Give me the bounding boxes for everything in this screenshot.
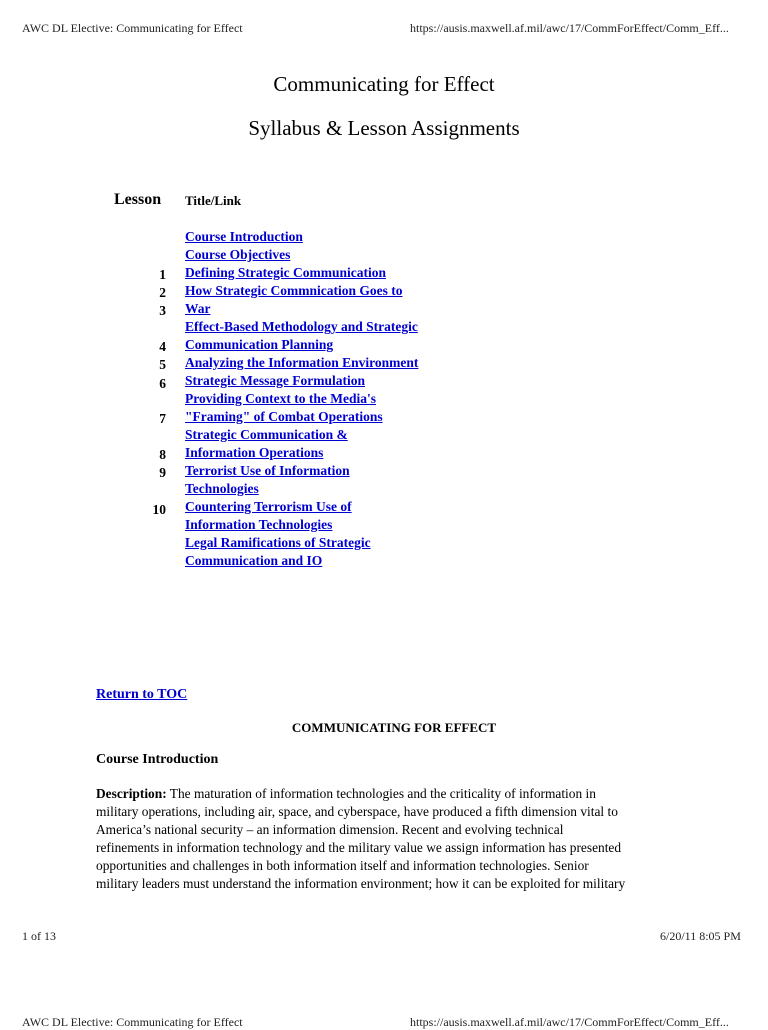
link-course-objectives[interactable]: Course Objectives [185, 247, 291, 262]
description-line: refinements in information technology and the military value we assign information has presented [96, 840, 622, 855]
link-lesson-2-cont[interactable]: War [185, 301, 211, 316]
link-lesson-9-cont[interactable]: Information Technologies [185, 517, 333, 532]
print-datetime: 6/20/11 8:05 PM [660, 929, 741, 943]
description-text: The maturation of information technologies and the criticality of information in [166, 786, 596, 801]
lesson-number: 3 [159, 303, 166, 318]
print-header-url: https://ausis.maxwell.af.mil/awc/17/CommForEffect/Comm_Eff... [410, 21, 729, 35]
link-lesson-2[interactable]: How Strategic Commnication Goes to [185, 283, 403, 298]
link-lesson-7-cont[interactable]: Information Operations [185, 445, 324, 460]
link-lesson-4[interactable]: Analyzing the Information Environment [185, 355, 419, 370]
description-line [96, 785, 708, 803]
link-lesson-9[interactable]: Countering Terrorism Use of [185, 499, 352, 514]
link-lesson-10-cont[interactable]: Communication and IO [185, 553, 323, 568]
lesson-number: 1 [159, 267, 166, 282]
link-lesson-8-cont[interactable]: Technologies [185, 481, 259, 496]
lesson-number: 2 [159, 285, 166, 300]
lesson-number: 6 [159, 376, 166, 391]
section-subtitle: Course Introduction [96, 752, 219, 767]
print-header-title: AWC DL Elective: Communicating for Effect [22, 21, 243, 35]
next-page-header-url: https://ausis.maxwell.af.mil/awc/17/CommForEffect/Comm_Eff... [410, 1015, 729, 1029]
page-title: Communicating for Effect [273, 72, 495, 96]
link-lesson-3[interactable]: Effect-Based Methodology and Strategic [185, 319, 418, 334]
lesson-number: 7 [159, 411, 166, 426]
title-column-header: Title/Link [185, 193, 242, 208]
page-count: 1 of 13 [22, 929, 56, 943]
link-lesson-5[interactable]: Strategic Message Formulation [185, 373, 365, 388]
next-page-header-title: AWC DL Elective: Communicating for Effect [22, 1015, 243, 1029]
description-line: opportunities and challenges in both information itself and information technologies. Senior [96, 858, 589, 873]
link-lesson-7[interactable]: Strategic Communication & [185, 427, 348, 442]
link-lesson-6-cont[interactable]: "Framing" of Combat Operations [185, 409, 383, 424]
section-title: COMMUNICATING FOR EFFECT [291, 720, 497, 735]
description-line: America’s national security – an information dimension. Recent and evolving technical [96, 822, 564, 837]
lesson-number: 8 [159, 447, 166, 462]
return-to-toc-link[interactable]: Return to TOC [96, 687, 188, 702]
description-paragraph [96, 785, 708, 893]
link-lesson-8[interactable]: Terrorist Use of Information [185, 463, 350, 478]
page-subtitle: Syllabus & Lesson Assignments [248, 116, 520, 140]
link-lesson-3-cont[interactable]: Communication Planning [185, 337, 334, 352]
lesson-column-header: Lesson [114, 191, 162, 208]
lesson-number: 5 [159, 357, 166, 372]
description-label: Description: [96, 786, 167, 801]
link-course-introduction[interactable]: Course Introduction [185, 229, 303, 244]
lesson-number: 4 [159, 339, 166, 354]
link-lesson-1[interactable]: Defining Strategic Communication [185, 265, 386, 280]
lesson-number: 10 [152, 502, 166, 517]
description-line: military operations, including air, space, and cyberspace, have produced a fifth dimension vital to [96, 804, 618, 819]
lesson-number: 9 [159, 465, 166, 480]
link-lesson-6[interactable]: Providing Context to the Media's [185, 391, 376, 406]
description-line: military leaders must understand the information environment; how it can be exploited for military [96, 876, 626, 891]
link-lesson-10[interactable]: Legal Ramifications of Strategic [185, 535, 371, 550]
